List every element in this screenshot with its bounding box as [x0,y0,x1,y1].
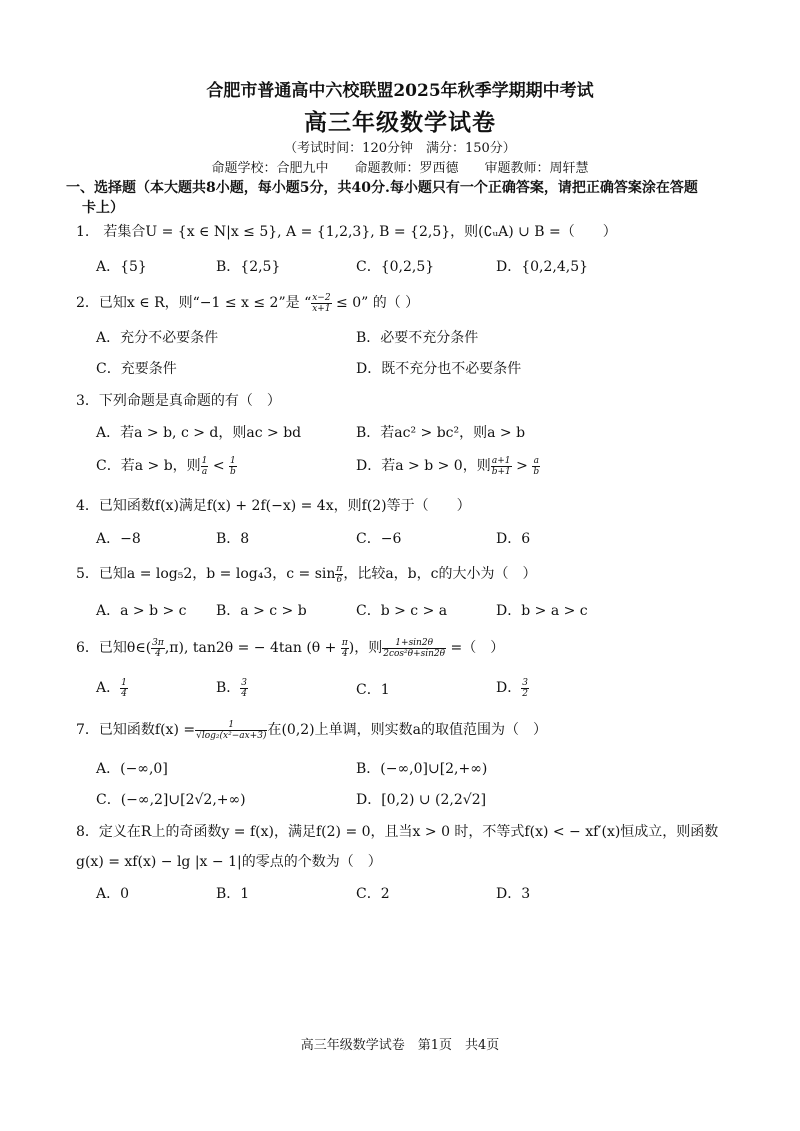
question-7-stem [76,719,756,741]
question-4-option-d: D．6 [496,531,531,547]
fraction-denominator: √log₂(x²−ax+3) [196,730,267,741]
question-6-fraction-1 [151,638,165,659]
question-8-option-c: C．2 [356,886,390,902]
section-heading [66,178,746,218]
fraction-numerator: π [341,637,348,648]
fraction-numerator: 1 [195,720,267,731]
question-8-option-d: D．3 [496,886,531,902]
question-1-option-b: B．{2,5} [216,259,281,275]
question-8-option-b: B．1 [216,886,250,902]
section-heading-line1: 一、选择题（本大题共8小题，每小题5分，共40分.每小题只有一个正确答案，请把正确答案涂在答题 [66,180,698,196]
fraction-denominator: 4 [155,648,161,659]
fraction-denominator: 4 [121,688,127,699]
question-3-option-b: B．若ac² > bc²，则a > b [356,425,526,441]
question-5-stem-pre: 5．已知a = log₅2，b = log₄3，c = sin [76,566,336,582]
fraction-numerator: a [533,455,539,466]
fraction-numerator: 3 [522,677,528,688]
question-2-option-d: D．既不充分也不必要条件 [356,361,522,377]
question-6-option-a [96,677,128,699]
fraction-denominator: 2cos²θ+sin2θ [383,648,446,659]
option-fraction [521,678,529,699]
question-8-stem: 8．定义在R上的奇函数y = f(x)，满足f(2) = 0，且当x > 0 时，不等式f(x) < − xf′(x)恒成立，则函数 [76,824,719,840]
question-6-fraction-3 [382,638,446,659]
fraction-denominator: 2 [522,688,528,699]
question-5-option-c: C．b > c > a [356,603,448,619]
question-2-option-a: A．充分不必要条件 [96,330,219,346]
fraction-denominator: 6 [336,574,343,585]
question-3-option-d: D．若a > b > 0，则 $\frac{a+1}{b+1}$ > $\frac{a}{b}$ [356,455,540,477]
question-6-stem-pre: 6．已知θ∈( [76,640,152,656]
question-5-option-d: D．b > a > c [496,603,588,619]
question-1-stem: 1. 若集合U = {x ∈ N|x ≤ 5}, A = {1,2,3}, B = {2,5}，则(∁ᵤA) ∪ B =（ ） [76,224,617,240]
fraction-denominator: 4 [241,688,248,699]
question-3-option-c: C．若a > b，则 $\frac{1}{a}$ < $\frac{1}{b}$ [96,455,236,477]
option-fraction-1 [201,456,209,477]
question-5-option-b: B．a > c > b [216,603,307,619]
section-heading-line2: 卡上） [82,200,124,216]
question-7-option-d: D．[0,2) ∪ (2,2√2] [356,792,487,808]
question-2-option-c: C．充要条件 [96,361,177,377]
exam-setters: 命题学校：合肥九中 命题教师：罗西德 审题教师：周轩慧 [211,161,589,176]
option-text: B． [216,680,241,696]
option-text: D． [496,680,522,696]
question-7-stem-pre: 7．已知函数f(x) = [76,722,196,738]
question-4-option-a: A．−8 [96,531,141,547]
question-1-option-a: A．{5} [96,259,147,275]
fraction-numerator: 1 [121,677,127,688]
question-6-stem-post: =（ ） [446,640,505,656]
question-6-fraction-2 [341,638,349,659]
question-6-option-d [496,677,529,699]
option-fraction-2 [229,456,237,477]
question-8-option-a: A．0 [96,886,130,902]
question-4-option-b: B．8 [216,531,250,547]
exam-title: 合肥市普通高中六校联盟2025年秋季学期期中考试 [206,81,594,101]
fraction-denominator: x+1 [312,303,331,314]
question-5-stem [76,563,756,585]
question-2-stem-pre: 2．已知x ∈ R，则“−1 ≤ x ≤ 2”是 “ [76,295,312,311]
question-7-option-c: C．(−∞,2]∪[2√2,+∞) [96,792,246,808]
question-3-stem: 3．下列命题是真命题的有（ ） [76,393,281,409]
fraction-numerator: x−2 [312,292,331,303]
fraction-denominator: b+1 [491,466,511,477]
question-7-option-b: B．(−∞,0]∪[2,+∞) [356,761,488,777]
option-text: A． [96,680,121,696]
exam-info: （考试时间：120分钟 满分：150分） [284,141,516,156]
question-7-stem-post: 在(0,2)上单调，则实数a的取值范围为（ ） [267,722,547,738]
question-2-fraction [311,293,331,314]
question-7-option-a: A．(−∞,0] [96,761,168,777]
fraction-denominator: b [230,466,236,477]
option-text: D．若a > b > 0，则 [356,458,491,474]
question-2-stem-post: ≤ 0” 的（ ） [331,295,420,311]
fraction-numerator: 3 [241,677,248,688]
exam-subtitle: 高三年级数学试卷 [304,109,496,136]
question-6-stem-mid2: )，则 [348,640,383,656]
question-7-fraction [195,720,267,741]
fraction-numerator: 1 [230,455,236,466]
question-6-stem [76,637,756,659]
question-5-stem-post: ，比较a，b，c的大小为（ ） [343,566,537,582]
question-3-option-a: A．若a > b, c > d，则ac > bd [96,425,302,441]
option-fraction-2 [532,456,540,477]
question-4-option-c: C．−6 [356,531,402,547]
question-4-stem: 4．已知函数f(x)满足f(x) + 2f(−x) = 4x，则f(2)等于（ ） [76,498,471,514]
question-6-option-b [216,677,248,699]
question-5-option-a: A．a > b > c [96,603,187,619]
fraction-numerator: π [336,563,343,574]
fraction-numerator: a+1 [491,455,511,466]
option-fraction [120,678,128,699]
fraction-numerator: 3π [152,637,164,648]
fraction-numerator: 1 [201,455,208,466]
fraction-denominator: 4 [341,648,348,659]
question-2-option-b: B．必要不充分条件 [356,330,479,346]
fraction-denominator: a [201,466,208,477]
question-1-option-c: C．{0,2,5} [356,259,435,275]
question-2-stem [76,292,756,314]
question-1-option-d: D．{0,2,4,5} [496,259,589,275]
fraction-denominator: b [533,466,540,477]
option-fraction-1 [491,456,512,477]
option-fraction [240,678,248,699]
option-text: C．若a > b，则 [96,458,201,474]
question-6-option-c: C．1 [356,682,390,698]
question-8-stem-line2: g(x) = xf(x) − lg |x − 1|的零点的个数为（ ） [76,854,382,870]
question-6-stem-mid: ,π), tan2θ = − 4tan (θ + [164,640,341,656]
fraction-numerator: 1+sin2θ [382,638,446,649]
page-footer: 高三年级数学试卷 第1页 共4页 [300,1038,500,1053]
